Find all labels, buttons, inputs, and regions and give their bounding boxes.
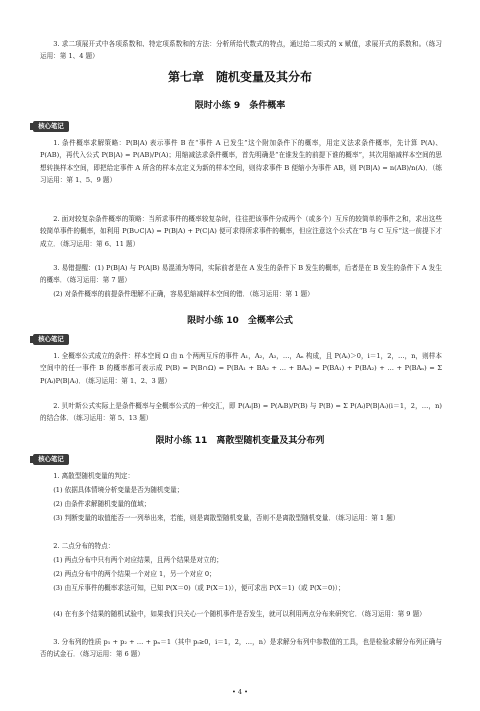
sec11-line-7: (2) 两点分布中的两个结果一个对应 1，另一个对应 0； [53, 570, 216, 578]
section-title-10: 限时小练 10 全概率公式 [187, 316, 293, 326]
sec11-line-2: (1) 依据具体情境分析变量是否为随机变量； [53, 486, 184, 494]
sec11-line-6: (1) 两点分布中只有两个对应结果，且两个结果是对立的； [53, 556, 223, 564]
intro-item-3: 3. 求二项展开式中各项系数和、特定项系数和的方法：分析所给代数式的特点，通过给二项式的 x 赋值，求展开式的系数和。（练习运用：第 1、4 题） [40, 40, 442, 61]
sec9-paragraph-2: 2. 面对较复杂条件概率的策略：当所求事件的概率较复杂时，往往把该事件分成两个（或多个）互斥的较简单的事件之和，求出这些较简单事件的概率，如利用 P(B∪C|A) = P(B|A) + P(C|A) 便可求得所求事件的概率，但应注意这个公式在“B 与 C 互斥”这一前提下才成立．（练习运用：第 6、11 题） [40, 215, 442, 248]
sec9-paragraph-4: (2) 对条件概率的前提条件理解不正确，容易犯缩减样本空间的错．（练习运用：第 1 题） [53, 290, 314, 298]
chapter-title: 第七章 随机变量及其分布 [167, 70, 312, 84]
sec11-line-3: (2) 由条件求解随机变量的值域； [53, 500, 151, 508]
sec9-paragraph-3: 3. 易错提醒：(1) P(B|A) 与 P(A|B) 易混淆为等同，实际前者是在 A 发生的条件下 B 发生的概率，后者是在 B 发生的条件下 A 发生的概率．（练习运用：第 7 题） [40, 264, 442, 285]
sec10-paragraph-2: 2. 贝叶斯公式实际上是条件概率与全概率公式的一种交汇，即 P(Aᵢ|B) = P(AᵢB)/P(B) 与 P(B) = Σ P(Aᵢ)P(B|Aᵢ)(i＝1，2，…，n) 的结合体．（练习运用：第 5、13 题） [40, 402, 442, 423]
sec11-line-10: 3. 分布列的性质 p₁ + p₂ + … + pₙ＝1（其中 pᵢ≥0，i＝1，2，…，n）是求解分布列中参数值的工具，也是检验求解分布列正确与否的试金石．（练习运用：第 6 题） [40, 638, 442, 659]
sec10-paragraph-1: 1. 全概率公式成立的条件：样本空间 Ω 由 n 个两两互斥的事件 A₁，A₂，A₃，…，Aₙ 构成，且 P(Aᵢ)＞0，i＝1，2，…，n，则样本空间中的任一事件 B 的概率都可表示成 P(B) = P(B∩Ω) = P(BA₁ + BA₂ + … + BAₙ) = P(BA₁) + P(BA₂) + … + P(BAₙ) = Σ P(Aᵢ)P(B|Aᵢ)．（练习运用：第 1、2、3 题） [40, 352, 442, 385]
sec11-line-8: (3) 由互斥事件的概率求法可知，已知 P(X＝0)（或 P(X＝1)），便可求出 P(X＝1)（或 P(X＝0)）； [53, 584, 345, 592]
sec11-line-5: 2. 二点分布的特点： [53, 542, 115, 550]
section-title-9: 限时小练 9 条件概率 [194, 101, 286, 111]
page-number: • 4 • [232, 688, 248, 696]
sec9-paragraph-1: 1. 条件概率求解策略：P(B|A) 表示事件 B 在“事件 A 已发生”这个附加条件下的概率，用定义法求条件概率，先计算 P(A)、P(AB)，再代入公式 P(B|A) = P(AB)/P(A)；用缩减法求条件概率，首先明确是“在谁发生的前提下谁的概率”，其次用缩减样本空间的思想转换样本空间，即把给定事件 A 所含的样本点定义为新的样本空间，则待求事件 B 便缩小为事件 AB，则 P(B|A) = n(AB)/n(A)．（练习运用：第 1、5、9 题） [40, 139, 442, 185]
sec11-line-9: (4) 在有多个结果的随机试验中，如果我们只关心一个随机事件是否发生，就可以利用两点分布来研究它．（练习运用：第 9 题） [53, 610, 426, 618]
core-notes-tag-10: 核心笔记 [33, 334, 69, 345]
core-notes-tag-11: 核心笔记 [33, 454, 69, 465]
sec11-line-1: 1. 离散型随机变量的判定： [53, 472, 135, 480]
section-title-11: 限时小练 11 离散型随机变量及其分布列 [155, 436, 325, 446]
sec11-line-4: (3) 判断变量的取值能否一一列举出来，若能，则是离散型随机变量，否则不是离散型随机变量．（练习运用：第 1 题） [53, 514, 400, 522]
core-notes-tag-9: 核心笔记 [33, 121, 69, 132]
